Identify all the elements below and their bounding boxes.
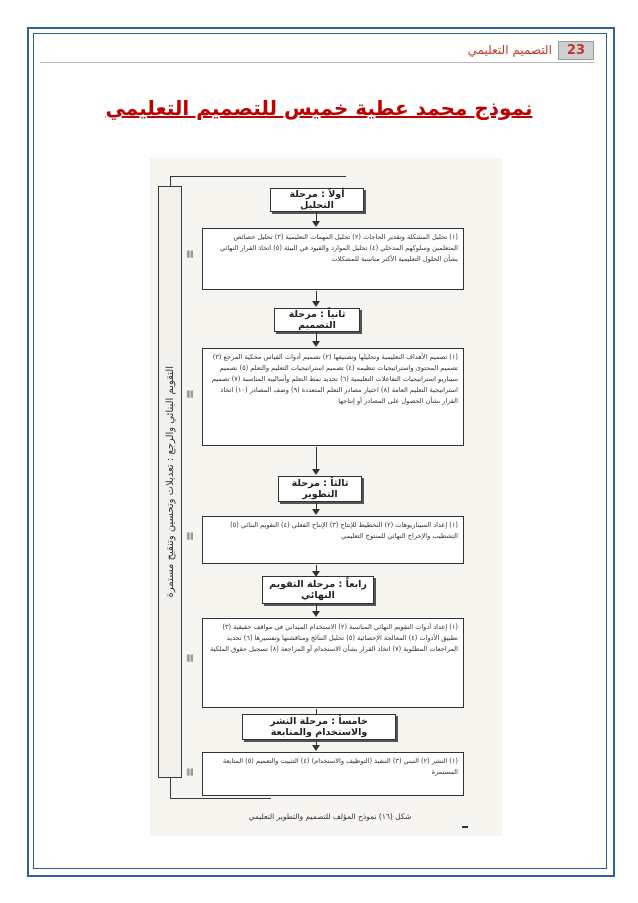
arrow-down-icon <box>312 301 320 307</box>
return-marks: ||||| <box>186 532 193 540</box>
phase-3-details: (١) إعداد السيناريوهات (٢) التخطيط للإنتاج (٣) الإنتاج الفعلي (٤) التقويم البنائي (٥) التشطيب والإخراج النهائي للمنتوج التعليمي <box>202 516 464 564</box>
phase-3-heading: ثالثاً : مرحلة التطوير <box>278 476 362 502</box>
section-title: التصميم التعليمي <box>467 43 552 57</box>
phase-2-details: (١) تصميم الأهداف التعليمية وتحليلها وتصنيفها (٢) تصميم أدوات القياس محكية المرجع (٣) تصميم المحتوى واستراتيجيات تنظيمه (٤) تصميم استراتيجيات التعليم والتعلم (٥) تصميم سيناريو استراتيجيات التفاعلات التعليمية (٦) تحديد نمط التعلم وأساليبه المناسبة (٧) تصميم استراتيجية التعليم العامة (٨) اختيار مصادر التعلم المتعددة (٩) وصف المصادر (١٠) اتخاذ القرار بشأن الحصول على المصادر أو إنتاجها <box>202 348 464 446</box>
phase-4-heading: رابعاً : مرحلة التقويم النهائي <box>262 576 374 604</box>
phase-1-heading: أولاً : مرحلة التحليل <box>270 188 364 212</box>
footer-mark <box>462 826 468 828</box>
return-marks: ||||| <box>186 654 193 662</box>
phase-1-details: (١) تحليل المشكلة وتقدير الحاجات (٢) تحليل المهمات التعليمية (٣) تحليل خصائص المتعلمين وسلوكهم المدخلي (٤) تحليل الموارد والقيود في البيئة (٥) اتخاذ القرار النهائي بشأن الحلول التعليمية الأكثر مناسبة للمشكلات <box>202 228 464 290</box>
feedback-side-bar <box>158 186 182 778</box>
connector <box>316 447 317 471</box>
model-diagram <box>150 158 502 836</box>
phase-4-details: (١) إعداد أدوات التقويم النهائي المناسبة (٢) الاستخدام الميداني في مواقف حقيقية (٣) تطبيق الأدوات (٤) المعالجة الإحصائية (٥) تحليل النتائج ومناقشتها وتفسيرها (٦) تحديد المراجعات المطلوبة (٧) اتخاذ القرار بشأن الاستخدام أو المراجعة (٨) تسجيل حقوق الملكية <box>202 618 464 708</box>
page-header <box>468 40 594 60</box>
header-divider <box>40 62 594 63</box>
page-number-badge: 23 <box>558 41 594 60</box>
arrow-down-icon <box>312 469 320 475</box>
phase-5-heading: خامساً : مرحلة النشر والاستخدام والمتابعة <box>242 714 396 740</box>
feedback-label: التقويم البنائي والرجع : تعديلات وتحسين وتنقيح مستمرة <box>164 366 176 598</box>
arrow-down-icon <box>312 509 320 515</box>
arrow-down-icon <box>312 611 320 617</box>
return-marks: ||||| <box>186 768 193 776</box>
phase-2-heading: ثانياً : مرحلة التصميم <box>274 308 360 332</box>
arrow-down-icon <box>312 745 320 751</box>
phase-5-details: (١) النشر (٢) التبني (٣) التنفيذ (التوظيف والاستخدام) (٤) التثبيت والتعميم (٥) المتابعة المستمرة <box>202 752 464 796</box>
return-marks: ||||| <box>186 250 193 258</box>
arrow-down-icon <box>312 221 320 227</box>
feedback-loop-top <box>170 176 346 187</box>
figure-caption: شكل (١٦) نموذج المؤلف للتصميم والتطوير التعليمي <box>248 812 412 821</box>
arrow-down-icon <box>312 341 320 347</box>
return-marks: ||||| <box>186 390 193 398</box>
page-title: نموذج محمد عطية خميس للتصميم التعليمي <box>105 96 533 120</box>
